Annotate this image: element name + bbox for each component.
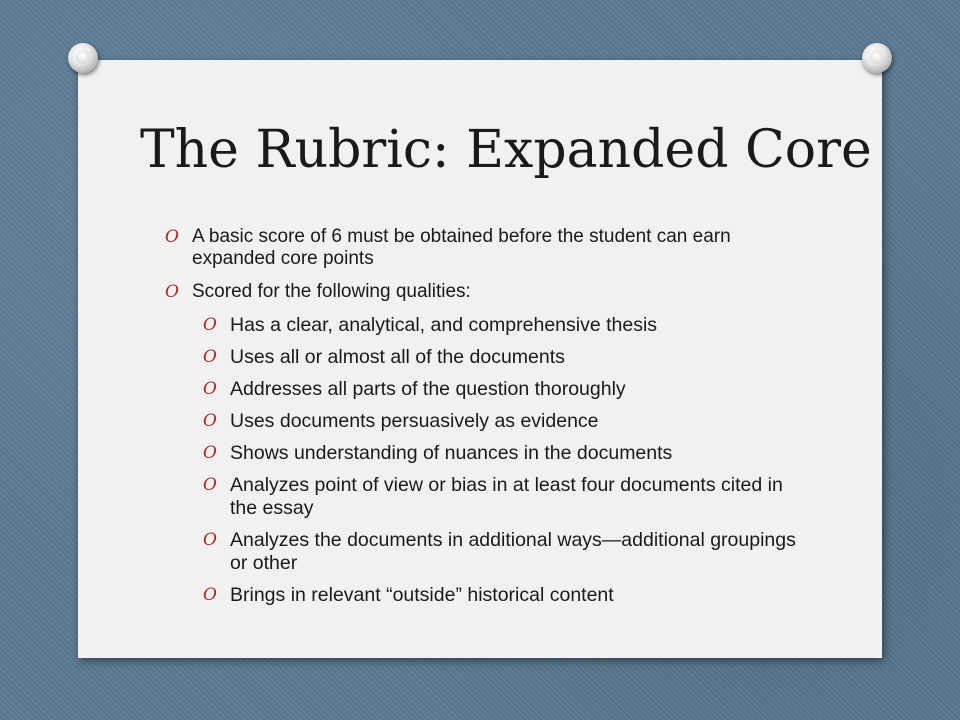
- slide-title: The Rubric: Expanded Core: [140, 120, 872, 180]
- bullet-marker-icon: O: [203, 315, 217, 335]
- sub-bullet-item: [203, 314, 805, 337]
- bullet-text: Has a clear, analytical, and comprehensive thesis: [230, 314, 658, 336]
- bullet-text: Analyzes point of view or bias in at least four documents cited in the essay: [230, 474, 783, 519]
- sub-bullet-item: [203, 410, 805, 433]
- sub-bullet-item: [203, 529, 805, 575]
- sub-bullet-item: [203, 584, 805, 607]
- bullet-text: Scored for the following qualities:: [192, 281, 471, 302]
- bullet-text: Brings in relevant “outside” historical content: [230, 584, 614, 606]
- bullet-marker-icon: O: [165, 282, 179, 302]
- bullet-text: Uses all or almost all of the documents: [230, 346, 565, 368]
- bullet-marker-icon: O: [203, 443, 217, 463]
- bullet-item: [165, 226, 805, 270]
- sub-bullet-item: [203, 378, 805, 401]
- bullet-marker-icon: O: [203, 585, 217, 605]
- bullet-list: [165, 226, 805, 616]
- sub-bullet-item: [203, 346, 805, 369]
- bullet-marker-icon: O: [203, 530, 217, 550]
- bullet-marker-icon: O: [203, 347, 217, 367]
- bullet-marker-icon: O: [203, 411, 217, 431]
- bullet-text: Uses documents persuasively as evidence: [230, 410, 599, 432]
- sub-bullet-item: [203, 442, 805, 465]
- pushpin-icon: [68, 43, 98, 73]
- bullet-text: A basic score of 6 must be obtained before the student can earn expanded core points: [192, 226, 731, 269]
- bullet-marker-icon: O: [203, 475, 217, 495]
- bullet-marker-icon: O: [165, 227, 179, 247]
- pushpin-icon: [862, 43, 892, 73]
- sub-bullet-item: [203, 474, 805, 520]
- bullet-text: Shows understanding of nuances in the documents: [230, 442, 673, 464]
- bullet-marker-icon: O: [203, 379, 217, 399]
- bullet-item: [165, 281, 805, 303]
- bullet-text: Analyzes the documents in additional ways—additional groupings or other: [230, 529, 796, 574]
- bullet-text: Addresses all parts of the question thoroughly: [230, 378, 626, 400]
